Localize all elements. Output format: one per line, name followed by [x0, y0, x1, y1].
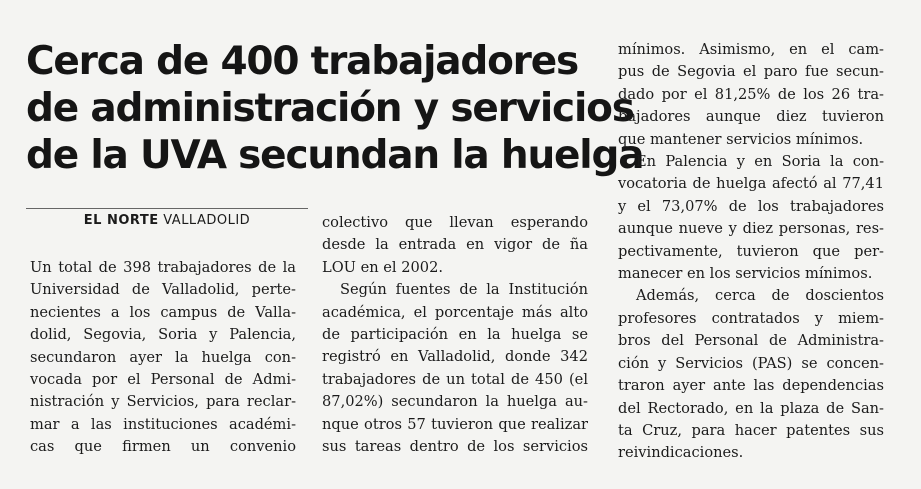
text-line: bros del Personal de Administra-	[618, 332, 884, 350]
text-line: ción y Servicios (PAS) se concen-	[618, 354, 884, 372]
text-line: Universidad de Valladolid, perte-	[30, 281, 296, 299]
text-line: manecer en los servicios mínimos.	[618, 265, 873, 283]
text-column-1	[30, 257, 296, 459]
text-line: profesores contratados y miem-	[618, 309, 884, 327]
text-line: cas que firmen un convenio	[30, 438, 296, 456]
text-line: pus de Segovia el paro fue secun-	[618, 63, 884, 81]
byline-location: VALLADOLID	[163, 213, 251, 228]
article-headline	[26, 38, 644, 179]
text-line: colectivo que llevan esperando	[322, 214, 588, 231]
byline	[26, 208, 308, 228]
text-line: vocada por el Personal de Admi-	[30, 371, 296, 389]
text-line: 87,02%) secundaron la huelga au-	[322, 393, 588, 411]
text-line: mínimos. Asimismo, en el cam-	[618, 41, 884, 58]
headline-line-3: de la UVA secundan la huelga	[26, 133, 644, 178]
text-line: y el 73,07% de los trabajadores	[618, 197, 884, 215]
text-line: del Rectorado, en la plaza de San-	[618, 399, 884, 417]
text-line: trabajadores de un total de 450 (el	[322, 370, 588, 388]
text-line: nque otros 57 tuvieron que realizar	[322, 415, 588, 433]
text-line: Además, cerca de doscientos	[636, 287, 884, 305]
text-line: vocatoria de huelga afectó al 77,41	[618, 175, 884, 193]
text-line: sus tareas dentro de los servicios	[322, 438, 588, 456]
text-line: reivindicaciones.	[618, 444, 744, 462]
byline-publication: EL NORTE	[83, 213, 159, 228]
headline-line-2: de administración y servicios	[26, 86, 634, 131]
text-line: académica, el porcentaje más alto	[322, 303, 588, 321]
text-line: ta Cruz, para hacer patentes sus	[618, 421, 884, 439]
text-line: pectivamente, tuvieron que per-	[618, 242, 884, 260]
headline-line-1: Cerca de 400 trabajadores	[26, 39, 578, 84]
text-line: LOU en el 2002.	[322, 258, 443, 276]
text-line: secundaron ayer la huelga con-	[30, 348, 296, 366]
text-line: dolid, Segovia, Soria y Palencia,	[30, 326, 296, 344]
text-line: En Palencia y en Soria la con-	[636, 153, 884, 171]
text-line: registró en Valladolid, donde 342	[322, 348, 588, 366]
text-line: que mantener servicios mínimos.	[618, 130, 864, 148]
text-line: necientes a los campus de Valla-	[30, 303, 296, 321]
text-line: de participación en la huelga se	[322, 326, 588, 344]
text-column-2	[322, 212, 588, 458]
text-line: bajadores aunque diez tuvieron	[618, 108, 884, 126]
text-line: aunque nueve y diez personas, res-	[618, 220, 884, 238]
text-line: nistración y Servicios, para reclar-	[30, 393, 296, 411]
text-line: Un total de 398 trabajadores de la	[30, 259, 296, 276]
text-line: desde la entrada en vigor de ña	[322, 236, 588, 254]
text-line: mar a las instituciones académi-	[30, 415, 296, 433]
text-line: traron ayer ante las dependencias	[618, 377, 884, 395]
text-line: Según fuentes de la Institución	[340, 281, 588, 299]
text-column-3	[618, 39, 884, 465]
text-line: dado por el 81,25% de los 26 tra-	[618, 85, 884, 103]
